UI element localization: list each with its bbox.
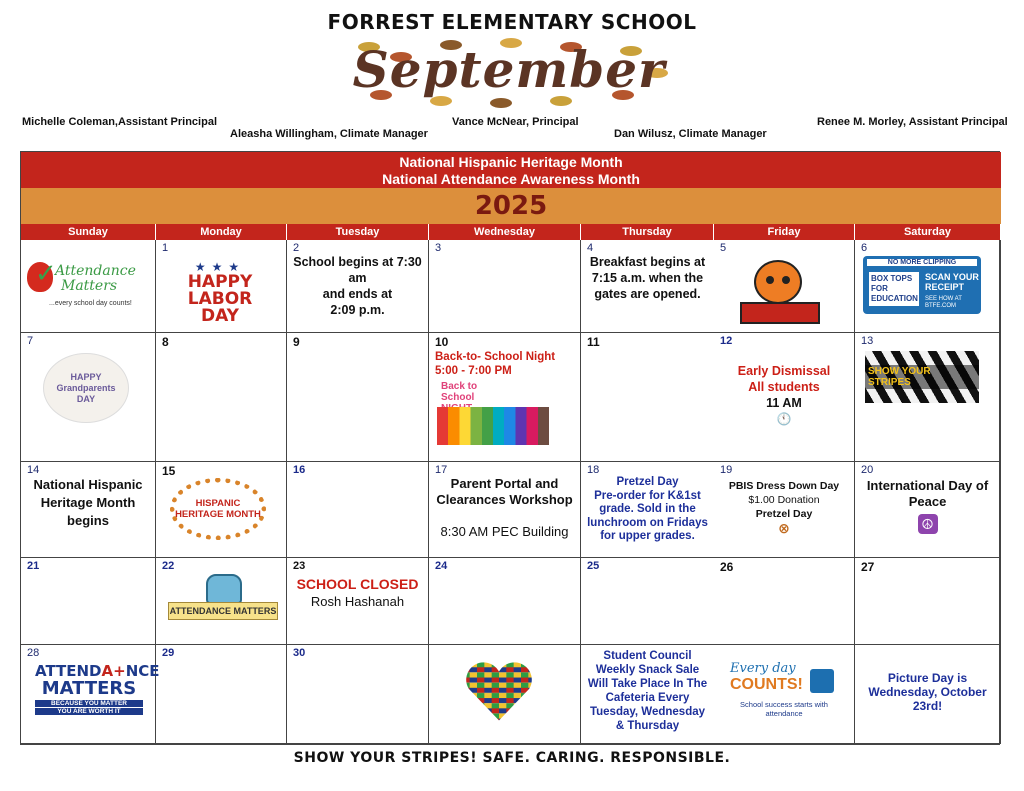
student-desk-icon: [810, 669, 834, 693]
year-banner: 2025: [21, 188, 1001, 224]
day-cell-20: 20 International Day of Peace ☮: [855, 462, 1001, 558]
event-heritage-begins: National Hispanic Heritage Month begins: [33, 477, 143, 528]
staff-assistant-principal-1: Michelle Coleman,Assistant Principal: [22, 116, 218, 128]
event-parent-portal: Parent Portal and Clearances Workshop: [436, 476, 573, 507]
footer-motto: SHOW YOUR STRIPES! SAFE. CARING. RESPONSIBLE.: [293, 750, 731, 766]
leaf-icon: [490, 98, 512, 108]
back-to-school-art: Back to School: [437, 381, 549, 445]
event-parent-portal-time: 8:30 AM PEC Building: [440, 524, 569, 539]
peace-icon: ☮: [859, 514, 996, 534]
event-dismissal-time: 11 AM: [766, 396, 802, 410]
day-cell-4: 4 Breakfast begins at 7:15 a.m. when the gates are opened.: [581, 240, 714, 333]
september-banner: [350, 38, 668, 108]
staff-climate-manager-1: Aleasha Willingham, Climate Manager: [230, 128, 428, 140]
day-cell-30: 30: [287, 645, 429, 744]
star-icon: ★★★: [194, 260, 246, 274]
day-cell-24: 24: [429, 558, 581, 645]
event-pretzel-day: Pretzel Day Pre-order for K&1st grade. Sold in the lunchroom on Fridays for upper grades.: [587, 476, 708, 542]
staff-assistant-principal-2: Renee M. Morley, Assistant Principal: [817, 116, 1008, 128]
event-back-to-school-night: Back-to- School Night: [435, 351, 556, 363]
flag-heart-icon: [461, 657, 537, 723]
event-picture-day: Picture Day is Wednesday, October 23rd!: [868, 671, 987, 713]
staff-principal: Vance McNear, Principal: [452, 116, 579, 128]
heritage-line-1: National Hispanic Heritage Month: [399, 154, 623, 170]
day-cell-8: 8: [156, 333, 287, 462]
event-breakfast: Breakfast begins at 7:15 a.m. when the gates are opened.: [589, 255, 706, 301]
day-cell-15: 15 HISPANIC HERITAGE MONTH: [156, 462, 287, 558]
attendance-matters-logo: [27, 256, 149, 316]
heritage-line-2: National Attendance Awareness Month: [382, 171, 640, 187]
event-all-students: All students: [748, 380, 820, 394]
day-header-saturday: Saturday: [855, 224, 1001, 240]
attendance-tagline: ...every school day counts!: [49, 300, 132, 307]
heritage-banner: [21, 152, 1001, 188]
day-header-wednesday: Wednesday: [429, 224, 581, 240]
day-cell-22: 22 ATTENDANCE MATTERS: [156, 558, 287, 645]
day-cell-10: 10 Back-to- School Night 5:00 - 7:00 PM Back to School: [429, 333, 581, 462]
day-header-sunday: Sunday: [21, 224, 156, 240]
day-cell-23: 23 SCHOOL CLOSED Rosh Hashanah: [287, 558, 429, 645]
extra-cell-wednesday: [429, 645, 581, 744]
event-early-dismissal: Early Dismissal: [737, 364, 831, 378]
attendance-matters-text: Attendance Matters: [55, 263, 136, 294]
day-cell-18: 18 Pretzel Day Pre-order for K&1st grade. Sold in the lunchroom on Fridays for upper grades.: [581, 462, 714, 558]
day-cell-25: 25: [581, 558, 714, 645]
day-header-friday: Friday: [714, 224, 855, 240]
grandparents-day-badge: HAPPY Grandparents DAY: [43, 353, 129, 423]
event-back-to-school-time: 5:00 - 7:00 PM: [435, 365, 512, 377]
day-header-monday: Monday: [156, 224, 287, 240]
day-cell-empty-sunday: [21, 240, 156, 333]
event-international-peace-day: International Day of Peace: [866, 478, 989, 509]
day-cell-19: 19 PBIS Dress Down Day $1.00 Donation Pretzel Day ⊗: [714, 462, 855, 558]
tiger-mascot-icon: [736, 258, 820, 328]
clock-icon: 🕚: [776, 412, 792, 426]
day-cell-29: 29: [156, 645, 287, 744]
day-header-tuesday: Tuesday: [287, 224, 429, 240]
extra-cell-thursday: [581, 645, 714, 744]
show-your-stripes-art: SHOW YOUR STRIPES: [865, 351, 979, 403]
extra-cell-saturday: [855, 645, 1001, 744]
staff-climate-manager-2: Dan Wilusz, Climate Manager: [614, 128, 767, 140]
extra-cell-friday: [714, 645, 855, 744]
school-title: FORREST ELEMENTARY SCHOOL: [327, 10, 697, 34]
day-cell-2: 2 School begins at 7:30 am and ends at 2:09 p.m.: [287, 240, 429, 333]
a-plus-letter: A+: [101, 662, 126, 680]
day-cell-14: 14 National Hispanic Heritage Month begins: [21, 462, 156, 558]
box-tops-ad: NO MORE CLIPPING BOX TOPS FOR EDUCATION SCAN YOUR RECEIPT SEE HOW AT BTFE.COM: [863, 256, 981, 314]
attendance-matters-backpack-art: ATTENDANCE MATTERS: [166, 574, 280, 638]
day-cell-3: 3: [429, 240, 581, 333]
event-school-begins: School begins at 7:30 am and ends at 2:09 p.m.: [293, 255, 422, 317]
day-cell-6: 6 NO MORE CLIPPING BOX TOPS FOR EDUCATION SCAN YOUR RECEIPT SEE HOW AT BTFE.COM: [855, 240, 1001, 333]
day-cell-13: 13 SHOW YOUR STRIPES: [855, 333, 1001, 462]
month-title: September: [352, 40, 666, 99]
event-pretzel-day-friday: Pretzel Day: [755, 508, 813, 520]
event-snack-sale: Student Council Weekly Snack Sale Will Take Place In The Cafeteria Every Tuesday, Wednesday & Thursday: [587, 650, 708, 732]
pencils-icon: [437, 407, 549, 445]
day-cell-16: 16: [287, 462, 429, 558]
backpack-icon: [206, 574, 242, 604]
day-cell-5: 5: [714, 240, 855, 333]
day-cell-9: 9: [287, 333, 429, 462]
labor-day-art: ★★★ HAPPY LABOR DAY: [174, 260, 266, 322]
day-cell-21: 21: [21, 558, 156, 645]
checkmark-icon: ✓: [35, 258, 57, 288]
event-pbis-dress-down: PBIS Dress Down Day: [728, 480, 840, 492]
event-rosh-hashanah: Rosh Hashanah: [310, 594, 405, 609]
calendar-grid: [20, 151, 1000, 745]
day-cell-11: 11: [581, 333, 714, 462]
day-cell-12: 12 Early Dismissal All students 11 AM 🕚: [714, 333, 855, 462]
day-cell-27: 27: [855, 558, 1001, 645]
day-cell-28: 28 ATTENDA+NCE MATTERS BECAUSE YOU MATTER YOU ARE WORTH IT: [21, 645, 156, 744]
attendance-matters-poster: ATTENDA+NCE MATTERS BECAUSE YOU MATTER YOU ARE WORTH IT: [35, 662, 160, 715]
event-donation: $1.00 Donation: [748, 494, 820, 506]
day-cell-1: 1 ★★★ HAPPY LABOR DAY: [156, 240, 287, 333]
every-day-counts-art: Every day COUNTS! School success starts with attendance: [730, 661, 838, 731]
day-cell-17: 17 Parent Portal and Clearances Workshop 8:30 AM PEC Building: [429, 462, 581, 558]
day-header-thursday: Thursday: [581, 224, 714, 240]
day-cell-7: 7 HAPPY Grandparents DAY: [21, 333, 156, 462]
event-school-closed: SCHOOL CLOSED: [296, 576, 419, 592]
day-cell-26: 26: [714, 558, 855, 645]
hispanic-heritage-art: HISPANIC HERITAGE MONTH: [170, 478, 266, 540]
pretzel-icon: ⊗: [778, 520, 790, 536]
